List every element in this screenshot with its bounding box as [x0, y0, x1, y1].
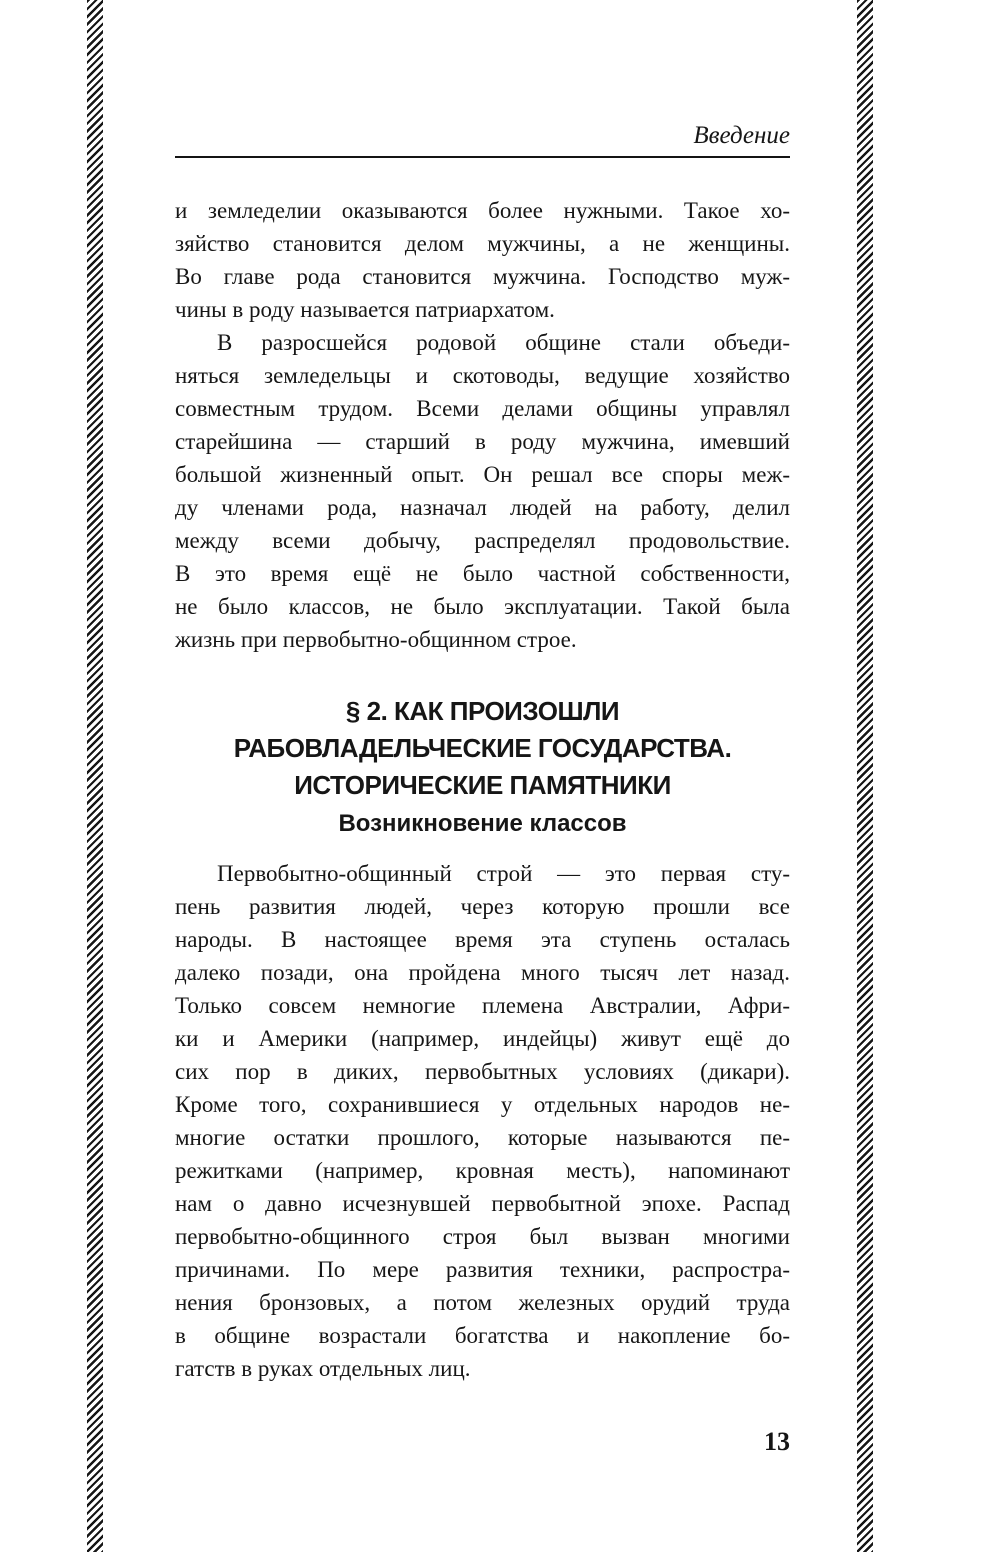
- text-line: нения бронзовых, а потом железных орудий труда: [175, 1290, 790, 1315]
- text-line: между всеми добычу, распределял продовольствие.: [175, 528, 790, 553]
- text-line: и земледелии оказываются более нужными. Такое хо-: [175, 198, 790, 223]
- text-line: В разросшейся родовой общине стали объеди-: [217, 330, 790, 355]
- text-line: В это время ещё не было частной собственности,: [175, 561, 790, 586]
- text-line: многие остатки прошлого, которые называются пе-: [175, 1125, 790, 1150]
- paragraph: [175, 326, 790, 656]
- text-line: большой жизненный опыт. Он решал все споры меж-: [175, 462, 790, 487]
- text-line: народы. В настоящее время эта ступень осталась: [175, 927, 790, 952]
- right-hatched-border: [857, 0, 873, 1552]
- text-line: жизнь при первобытно-общинном строе.: [175, 627, 577, 652]
- paragraph: [175, 857, 790, 1385]
- text-line: Только совсем немногие племена Австралии, Афри-: [175, 993, 790, 1018]
- text-line: няться земледельцы и скотоводы, ведущие хозяйство: [175, 363, 790, 388]
- text-line: ду членами рода, назначал людей на работу, делил: [175, 495, 790, 520]
- header-rule: [175, 156, 790, 158]
- left-hatched-border: [87, 0, 103, 1552]
- text-line: совместным трудом. Всеми делами общины управлял: [175, 396, 790, 421]
- text-line: сих пор в диких, первобытных условиях (дикари).: [175, 1059, 790, 1084]
- section-heading: [175, 693, 790, 804]
- page-content: [175, 0, 790, 1457]
- text-line: гатств в руках отдельных лиц.: [175, 1356, 471, 1381]
- subsection-heading: Возникновение классов: [338, 810, 627, 837]
- text-line: не было классов, не было эксплуатации. Такой была: [175, 594, 790, 619]
- text-line: ки и Америки (например, индейцы) живут ещё до: [175, 1026, 790, 1051]
- text-line: Первобытно-общинный строй — это первая сту-: [217, 861, 790, 886]
- text-line: чины в роду называется патриархатом.: [175, 297, 555, 322]
- text-line: Во главе рода становится мужчина. Господство муж-: [175, 264, 790, 289]
- section-heading-line: ИСТОРИЧЕСКИЕ ПАМЯТНИКИ: [294, 770, 671, 800]
- text-line: старейшина — старший в роду мужчина, имевший: [175, 429, 790, 454]
- section-heading-line: РАБОВЛАДЕЛЬЧЕСКИЕ ГОСУДАРСТВА.: [233, 733, 732, 763]
- text-line: режитками (например, кровная месть), напоминают: [175, 1158, 790, 1183]
- text-line: далеко позади, она пройдена много тысяч лет назад.: [175, 960, 790, 985]
- text-line: в общине возрастали богатства и накопление бо-: [175, 1323, 790, 1348]
- text-line: первобытно-общинного строя был вызван многими: [175, 1224, 790, 1249]
- paragraph-continuation: [175, 194, 790, 326]
- text-line: пень развития людей, через которую прошли все: [175, 894, 790, 919]
- page-number: 13: [764, 1427, 790, 1456]
- section-heading-line: § 2. КАК ПРОИЗОШЛИ: [345, 696, 620, 726]
- text-line: нам о давно исчезнувшей первобытной эпохе. Распад: [175, 1191, 790, 1216]
- text-line: причинами. По мере развития техники, распростра-: [175, 1257, 790, 1282]
- text-line: Кроме того, сохранившиеся у отдельных народов не-: [175, 1092, 790, 1117]
- text-line: зяйство становится делом мужчины, а не женщины.: [175, 231, 790, 256]
- running-head: Введение: [693, 122, 790, 149]
